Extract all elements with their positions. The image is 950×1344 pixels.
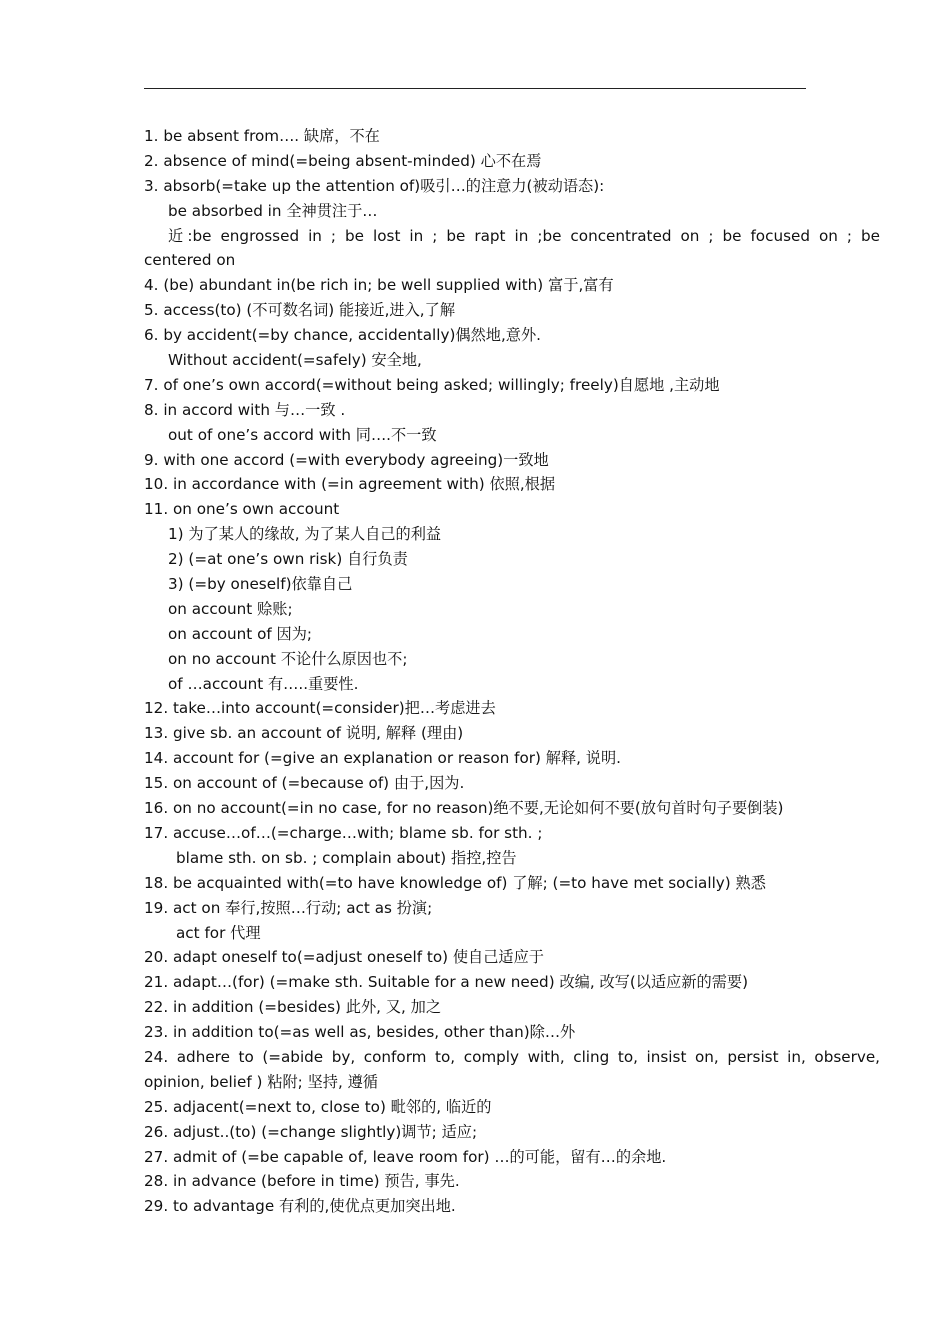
list-item: 24. adhere to (=abide by, conform to, comply with, cling to, insist on, persist in, observe, xyxy=(144,1047,880,1066)
list-item: 12. take…into account(=consider)把…考虑进去 xyxy=(144,699,496,718)
list-item: blame sth. on sb. ; complain about) 指控,控告 xyxy=(176,848,517,867)
list-item: 5. access(to) (不可数名词) 能接近,进入,了解 xyxy=(144,301,456,320)
list-item: 26. adjust..(to) (=change slightly)调节; 适应; xyxy=(144,1122,478,1141)
list-item: 6. by accident(=by chance, accidentally)偶然地,意外. xyxy=(144,326,541,345)
list-item: 13. give sb. an account of 说明, 解释 (理由) xyxy=(144,724,464,743)
header-rule xyxy=(144,88,806,89)
list-item: 29. to advantage 有利的,使优点更加突出地. xyxy=(144,1197,456,1216)
list-item: 2. absence of mind(=being absent-minded) 心不在焉 xyxy=(144,151,542,170)
list-item: 22. in addition (=besides) 此外, 又, 加之 xyxy=(144,998,442,1017)
list-item: 3. absorb(=take up the attention of)吸引…的注意力(被动语态): xyxy=(144,176,605,195)
list-item: Without accident(=safely) 安全地, xyxy=(168,351,422,370)
list-item: 4. (be) abundant in(be rich in; be well supplied with) 富于,富有 xyxy=(144,276,614,295)
list-item: 28. in advance (before in time) 预告, 事先. xyxy=(144,1172,460,1191)
list-item: 7. of one’s own accord(=without being asked; willingly; freely)自愿地 ,主动地 xyxy=(144,375,720,394)
list-item: 近:be engrossed in ; be lost in ; be rapt in ;be concentrated on ; be focused on ; be xyxy=(168,226,880,245)
list-item: 8. in accord with 与…一致 . xyxy=(144,400,346,419)
list-item: 10. in accordance with (=in agreement with) 依照,根据 xyxy=(144,475,556,494)
list-item: 9. with one accord (=with everybody agreeing)一致地 xyxy=(144,450,549,469)
list-item: 1. be absent from…. 缺席，不在 xyxy=(144,127,380,145)
list-item: on account 赊账; xyxy=(168,599,293,618)
list-item: 11. on one’s own account xyxy=(144,500,340,519)
list-item: 20. adapt oneself to(=adjust oneself to) 使自己适应于 xyxy=(144,948,544,967)
list-item: on account of 因为; xyxy=(168,624,313,643)
list-item: 18. be acquainted with(=to have knowledge of) 了解; (=to have met socially) 熟悉 xyxy=(144,873,766,892)
list-item: be absorbed in 全神贯注于… xyxy=(168,201,378,220)
list-item: 23. in addition to(=as well as, besides, other than)除…外 xyxy=(144,1023,576,1042)
list-item: 21. adapt…(for) (=make sth. Suitable for a new need) 改编, 改写(以适应新的需要) xyxy=(144,973,749,992)
list-item: 2) (=at one’s own risk) 自行负责 xyxy=(168,550,408,569)
list-item: 25. adjacent(=next to, close to) 毗邻的, 临近的 xyxy=(144,1097,492,1116)
list-item: 19. act on 奉行,按照…行动; act as 扮演; xyxy=(144,898,433,917)
list-item: 15. on account of (=because of) 由于,因为. xyxy=(144,774,465,793)
list-item: 17. accuse…of…(=charge…with; blame sb. for sth. ; xyxy=(144,823,543,842)
list-item: 27. admit of (=be capable of, leave room for) …的可能，留有…的余地. xyxy=(144,1147,667,1166)
list-item: out of one’s accord with 同….不一致 xyxy=(168,425,437,444)
list-item: on no account 不论什么原因也不; xyxy=(168,649,408,668)
list-item: 14. account for (=give an explanation or reason for) 解释, 说明. xyxy=(144,749,621,768)
vocabulary-list xyxy=(144,124,880,1219)
list-item: opinion, belief ) 粘附; 坚持, 遵循 xyxy=(144,1072,378,1091)
list-item: act for 代理 xyxy=(176,923,261,942)
list-item: of …account 有…..重要性. xyxy=(168,674,359,693)
list-item: 16. on no account(=in no case, for no reason)绝不要,无论如何不要(放句首时句子要倒装) xyxy=(144,799,784,818)
list-item: centered on xyxy=(144,251,236,270)
list-item: 1) 为了某人的缘故, 为了某人自己的利益 xyxy=(168,525,442,544)
list-item: 3) (=by oneself)依靠自己 xyxy=(168,575,353,594)
